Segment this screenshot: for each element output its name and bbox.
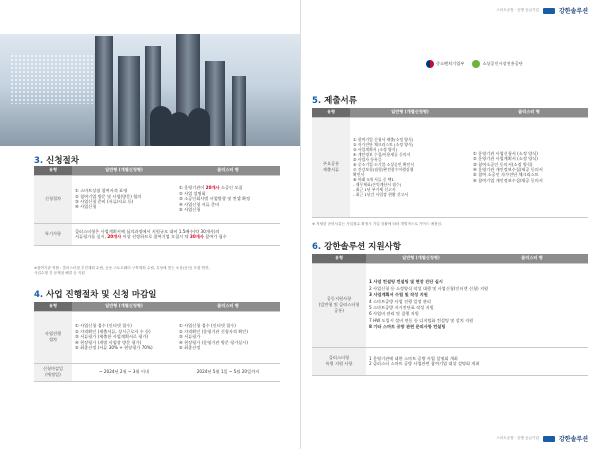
- col-type: 유형: [312, 108, 350, 117]
- brand-name: 강한솔루션: [559, 8, 588, 15]
- section-4-title: 4. 사업 진행절차 및 신청 마감일: [34, 290, 157, 300]
- building: [95, 36, 113, 146]
- cluster-steps: ① 운영기관이 20개사 소공인 모집 ② 사업 설명회 ③ 소공인회사별 사업방향 및 컨셉 확정 ④ 사업신청 서류 준비 ⑤ 사업신청: [176, 175, 280, 223]
- partner-mss: 중소벤처기업부: [426, 60, 464, 68]
- special-notes: 클러스터형은 사업계획서에 심의과정에서 지원규모 대비 1.5배수(약 30개사)의 서류평가를 실시, 20개사 이상 선정하므로 참여기업 모집시 약 30개사 참여가 필수: [72, 223, 280, 245]
- col-general: 일반형 (개별신청형): [366, 254, 476, 263]
- col-cluster: 클러스터 형: [470, 108, 588, 117]
- col-cluster: 클러스터 형: [176, 302, 280, 311]
- brand-logo-icon: [543, 8, 555, 14]
- col-general: 일반형 (개별신청형): [72, 302, 176, 311]
- person: [188, 108, 210, 146]
- row-label: 사업진행 절차: [34, 311, 72, 363]
- cluster-documents: ① 운영기관 사업신청서 (소정 양식) ② 운영기관 사업계획서 (소정 양식) ③ 참여소공인 동의서(소정 양식) ④ 운영기관 개인정보수집/제공 동의서 ⑤ 참여 소공인 자가진단 체크리스트 ⑥ 참여기업 개인정보수집/제공 동의서: [470, 117, 588, 217]
- section-3-note: ※참여기관 역할 : 클러스터형 추진계획 수립, 공동 스토트웨어 구축계획 수립, 특성에 맞는 소상(공인) 모집·면허, 사업수행 간 문제점 해결 등 지원: [34, 266, 210, 275]
- col-type: 유형: [312, 254, 366, 263]
- section-5-note: ※ 자세한 준비서류는 사업접수 확정시 기업 상황에 따라 개별적으로 가이드 예정임.: [312, 222, 443, 226]
- row-label: 특기사항: [34, 223, 72, 245]
- hero-image: [0, 34, 300, 146]
- brand-name: 강한솔루션: [559, 436, 588, 443]
- general-documents: ① 참여기업 신청서 제출(소정 양식) ② 자가진단 체크리스트 (소정 양식) ③ 사업계획서 (소정 양식) ④ 개인정보 수집/이용제공 동의서 ⑤ 사업자 등록증 ⑥ 중소기업·소기업·소상공인 확인서 ⑦ 건강보험(필형)완전참수이행실행 확인서 ⑧ 아래 3개 서류 중 택1 - 재무제표(손익계산서 필수) - 최근 1년 부가세 신고서 - 최근 1년간 사업장 현황 신고서: [350, 117, 470, 217]
- header-text: 스마트공장 · 공방 공급기업: [496, 8, 540, 12]
- common-support-list: 1 사업 컨설팅 컨설팅 및 현장 진단 실시 2 사업신청 등 소정양식 작성 대행 및 사업신청(인터넷 신청) 지원 3 사업계획서 수립 및 작성 지원 4 스마트공방 사업 진행 일정 관리 5 스마트공방 자가진단표 작성 지원 6 사업비 관리 및 집행 지원 7 HW 도입시 설비 연동 등 디지털화 컨설팅 및 설치 지원 8 기타 스마트 공방 관련 문의사항 컨설팅: [366, 263, 588, 347]
- col-general: 일반형 (개별신청형): [72, 166, 176, 175]
- general-process: ① 사업신청 접수 (인터넷 접수) ② 자격확인 (제출서류, 상시근로자 수 등) ③ 서류평가 (제출한 사업계획서로 평가) ④ 현장평가 (개별 사업장 방문 평가) ⑤ 최종선정 (서류 30% + 현장평가 70%): [72, 311, 176, 363]
- row-label: 주요공통 제출서류: [312, 117, 350, 217]
- semas-logo-icon: [472, 60, 480, 68]
- section-4-table: [34, 302, 280, 382]
- row-label: 신청마감일 (예정일): [34, 363, 72, 381]
- section-3-title: 3. 신청절차: [34, 156, 79, 166]
- col-cluster: 클러스터 형: [476, 254, 588, 263]
- cluster-special-support: 1 운영기관에 대한 스마트 공방 사업 설명회 개최 2 클러스터 스마트 공방 사업관련 참여기업 대상 설명회 개최: [366, 347, 588, 375]
- row-label: 클러스터형 특별 지원 사항: [312, 347, 366, 375]
- section-3-table: [34, 166, 280, 246]
- brand-logo-icon: [543, 436, 555, 442]
- col-general: 일반형 (개별신청형): [350, 108, 470, 117]
- footer-brand: [496, 434, 588, 443]
- building: [232, 76, 246, 146]
- general-steps: ① 스마트상점 참여자격 표명 ② 참여기업 방문 및 사업(방문) 협의 ③ 사업신청 준비 (서류/자료 등) ④ 사업신청: [72, 175, 176, 223]
- row-label: 신청절차: [34, 175, 72, 223]
- col-cluster: 클러스터 형: [176, 166, 280, 175]
- section-5-table: [312, 108, 588, 218]
- cluster-deadline: 2024년 5월 1일 ~ 5월 20일까지: [176, 363, 280, 381]
- row-label: 공동지원사항 (일반형 및 클러스터형 공통): [312, 263, 366, 347]
- building: [118, 56, 140, 146]
- partner-semas: 소상공인시장진흥공단: [472, 60, 522, 68]
- partner-logos: [426, 60, 523, 68]
- header-brand: [496, 6, 588, 15]
- person: [168, 112, 190, 146]
- section-6-title: 6. 강한솔루션 지원사항: [312, 242, 401, 252]
- footer-text: 스마트공장 · 공방 공급기업: [496, 436, 540, 440]
- general-deadline: ~ 2024년 2월 ~ 3월 이내: [72, 363, 176, 381]
- cluster-process: ① 사업신청 접수 (인터넷 접수) ② 자격확인 (운영기관 신청자격 확인) ③ 서류평가 ④ 현장평가 (운영기관 방문 평가실시) ⑤ 최종선정: [176, 311, 280, 363]
- col-type: 유형: [34, 166, 72, 175]
- col-type: 유형: [34, 302, 72, 311]
- emblem-icon: [426, 60, 434, 68]
- section-5-title: 5. 제출서류: [312, 96, 357, 106]
- world-map-dots: [10, 54, 100, 104]
- section-6-table: [312, 254, 588, 376]
